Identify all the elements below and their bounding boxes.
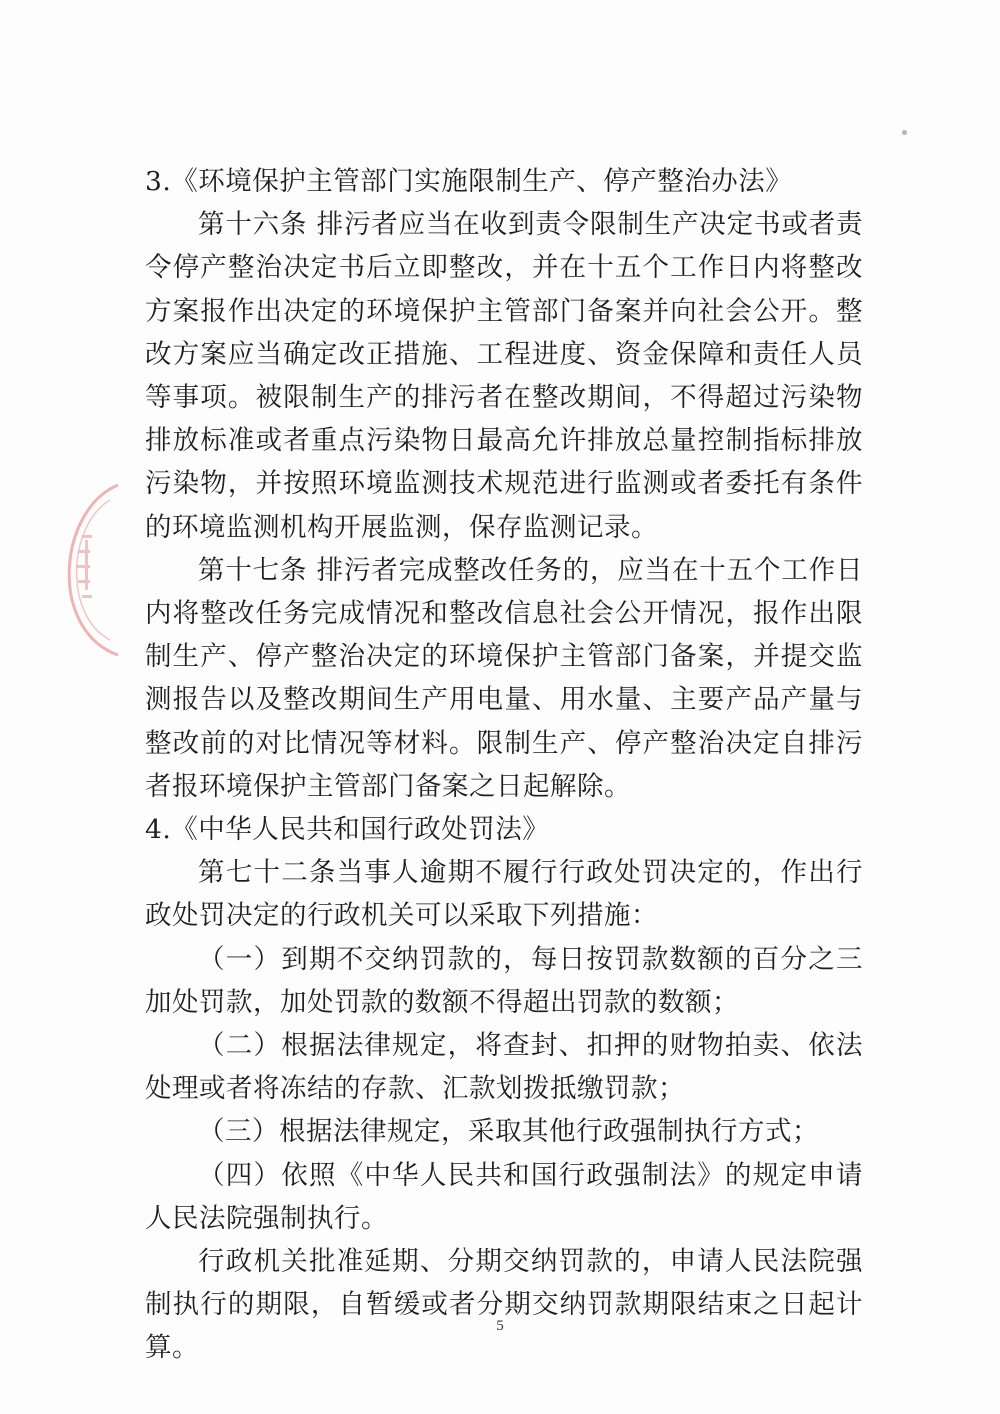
section-heading-3: 3.《环境保护主管部门实施限制生产、停产整治办法》 xyxy=(145,166,793,197)
page-number: 5 xyxy=(496,1318,504,1334)
measure-item-4: （四）依照《中华人民共和国行政强制法》的规定申请人民法院强制执行。 xyxy=(145,1159,863,1234)
section-heading-4: 4.《中华人民共和国行政处罚法》 xyxy=(145,814,550,846)
measure-item-1: （一）到期不交纳罚款的，每日按罚款数额的百分之三加处罚款，加处罚款的数额不得超出罚款的数额； xyxy=(145,943,863,1018)
closing-paragraph: 行政机关批准延期、分期交纳罚款的，申请人民法院强制执行的期限，自暂缓或者分期交纳罚款期限结束之日起计算。 xyxy=(145,1246,863,1364)
measure-item-2: （二）根据法律规定，将查封、扣押的财物拍卖、依法处理或者将冻结的存款、汇款划拨抵缴罚款； xyxy=(145,1030,863,1105)
document-body xyxy=(145,160,863,1370)
article-17-paragraph: 第十七条 排污者完成整改任务的，应当在十五个工作日内将整改任务完成情况和整改信息社会公开情况，报作出限制生产、停产整治决定的环境保护主管部门备案，并提交监测报告以及整改期间生产用电量、用水量、主要产品产量与整改前的对比情况等材料。限制生产、停产整治决定自排污者报环境保护主管部门备案之日起解除。 xyxy=(145,554,863,802)
measure-item-3: （三）根据法律规定，采取其他行政强制执行方式； xyxy=(198,1116,819,1148)
seal-stamp-icon xyxy=(38,480,128,660)
article-72-paragraph: 第七十二条当事人逾期不履行行政处罚决定的，作出行政处罚决定的行政机关可以采取下列措施： xyxy=(145,857,863,932)
article-16-paragraph: 第十六条 排污者应当在收到责令限制生产决定书或者责令停产整治决定书后立即整改，并在十五个工作日内将整改方案报作出决定的环境保护主管部门备案并向社会公开。整改方案应当确定改正措施、工程进度、资金保障和责任人员等事项。被限制生产的排污者在整改期间，不得超过污染物排放标准或者重点污染物日最高允许排放总量控制指标排放污染物，并按照环境监测技术规范进行监测或者委托有条件的环境监测机构开展监测，保存监测记录。 xyxy=(145,209,863,543)
scan-speck xyxy=(902,130,907,135)
